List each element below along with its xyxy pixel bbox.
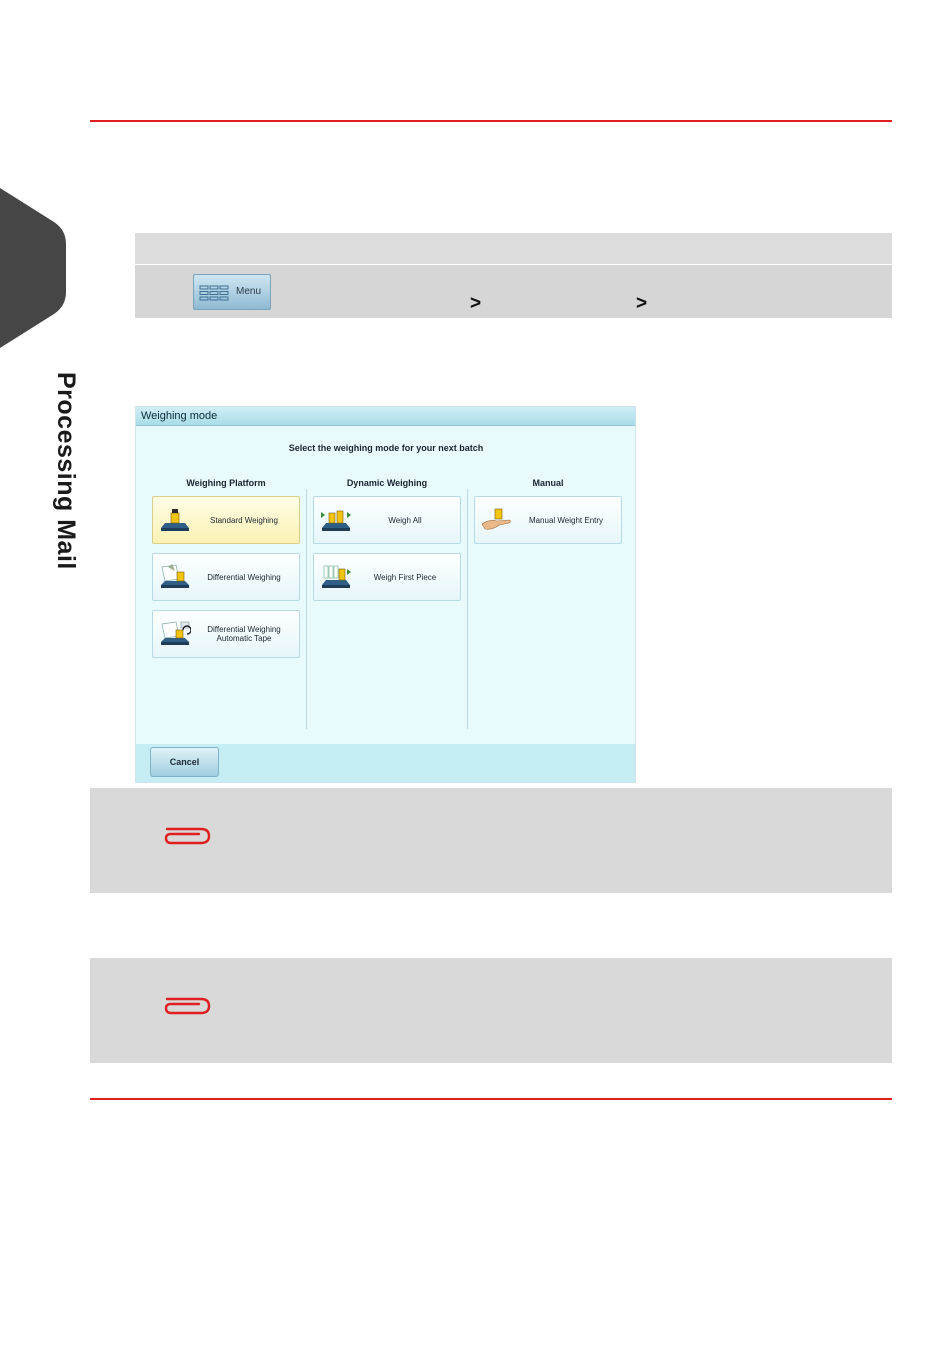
paperclip-note-icon — [163, 994, 213, 1018]
column-divider — [306, 489, 307, 729]
chapter-tab — [0, 188, 66, 348]
option-manual-weight-entry[interactable] — [474, 496, 622, 544]
path-header — [135, 233, 892, 264]
option-label: Standard Weighing — [210, 515, 278, 525]
column-divider — [467, 489, 468, 729]
option-label: Differential Weighing Automatic Tape — [207, 625, 281, 643]
path-separator: > — [470, 293, 482, 314]
option-differential-weighing[interactable] — [152, 553, 300, 601]
option-differential-weighing-automatic-tape[interactable] — [152, 610, 300, 658]
screen-instruction: Select the weighing mode for your next batch — [288, 443, 484, 453]
option-weigh-first-piece[interactable] — [313, 553, 461, 601]
option-standard-weighing[interactable] — [152, 496, 300, 544]
option-label: Manual Weight Entry — [528, 515, 604, 525]
menu-grid-icon — [199, 285, 229, 301]
option-label: Weigh All — [388, 515, 422, 525]
option-label: Weigh First Piece — [373, 572, 437, 582]
screen-footer — [136, 744, 635, 782]
differential-scale-icon — [159, 563, 191, 591]
menu-button[interactable] — [193, 274, 271, 310]
dynamic-scale-icon — [320, 506, 352, 534]
note-box — [90, 958, 892, 1063]
menu-button-label: Menu — [236, 286, 262, 297]
cancel-button[interactable]: Cancel — [150, 747, 219, 777]
first-piece-scale-icon — [320, 563, 352, 591]
weighing-mode-screen — [135, 406, 636, 783]
column-heading-manual: Manual — [532, 478, 564, 488]
option-weigh-all[interactable] — [313, 496, 461, 544]
chapter-label: Processing Mail — [52, 372, 80, 570]
path-separator: > — [636, 293, 648, 314]
scale-icon — [159, 506, 191, 534]
hand-weight-icon — [481, 506, 513, 534]
column-heading-dynamic-weighing: Dynamic Weighing — [346, 478, 428, 488]
column-heading-weighing-platform: Weighing Platform — [186, 478, 266, 488]
screen-title: Weighing mode — [136, 407, 635, 426]
paperclip-note-icon — [163, 824, 213, 848]
bottom-divider — [90, 1098, 892, 1100]
top-divider — [90, 120, 892, 122]
note-box — [90, 788, 892, 893]
option-label: Differential Weighing — [207, 572, 281, 582]
differential-tape-scale-icon — [159, 620, 191, 648]
